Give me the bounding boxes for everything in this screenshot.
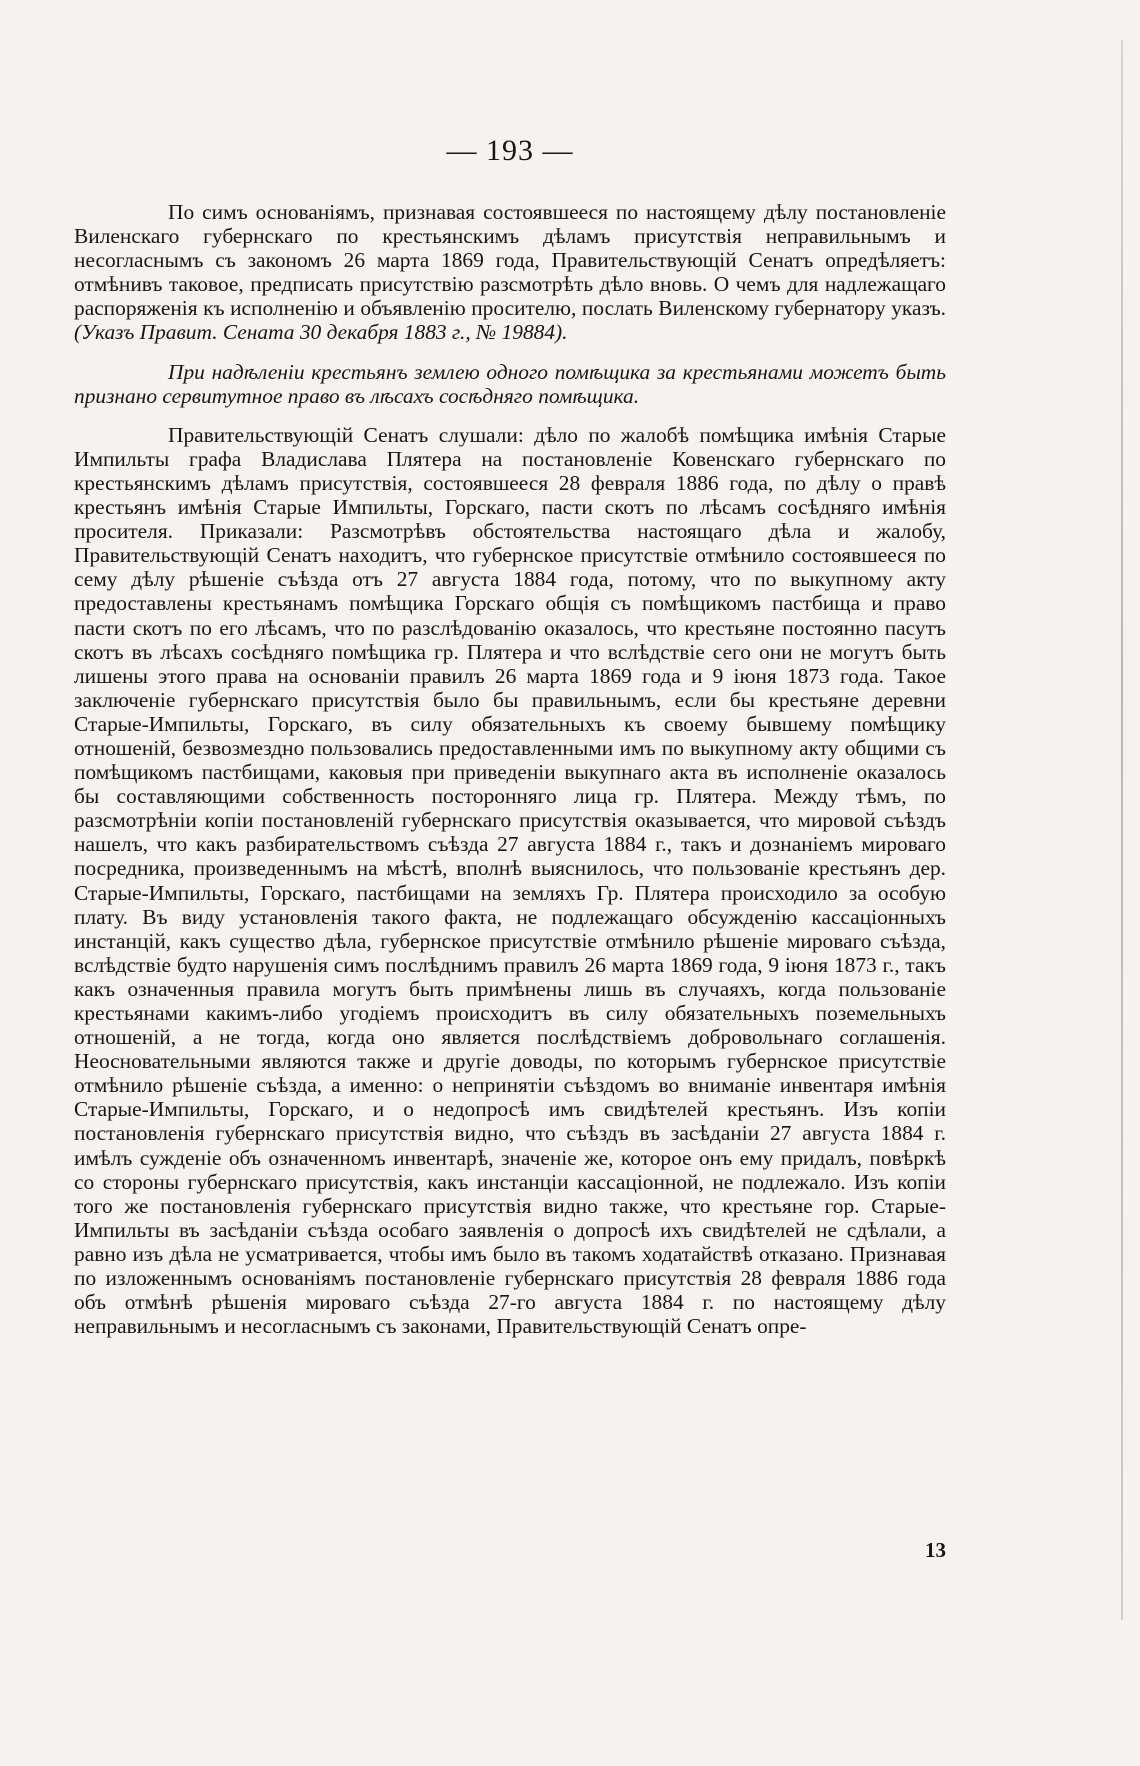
- page-number: — 193 —: [446, 134, 574, 167]
- section-heading: При надѣленіи крестьянъ землею одного помѣщика за крестьянами можетъ быть признано сервитутное право въ лѣсахъ сосѣдняго помѣщика.: [74, 359, 946, 408]
- printer-signature: 13: [925, 1538, 946, 1562]
- page-body: [74, 200, 946, 1338]
- book-page: [74, 0, 946, 1766]
- main-paragraph: Правительствующій Сенатъ слушали: дѣло по жалобѣ помѣщика имѣнія Старые Импильты графа Владислава Плятера на постановленіе Ковенскаго губернскаго по крестьянскимъ дѣламъ присутствія, состоявшееся 28 февраля 1886 года, по дѣлу о правѣ крестьянъ имѣнія Старые Импильты, Горскаго, пасти скотъ по лѣсамъ сосѣдняго имѣнія просителя. Приказали: Разсмотрѣвъ обстоятельства настоящаго дѣла и жалобу, Правительствующій Сенатъ находитъ, что губернское присутствіе отмѣнило состоявшееся по сему дѣлу рѣшеніе съѣзда отъ 27 августа 1884 года, потому, что по выкупному акту предоставлены крестьянамъ помѣщика Горскаго общія съ помѣщикомъ пастбища и право пасти скотъ по его лѣсамъ, что по разслѣдованію оказалось, что крестьяне постоянно пасутъ скотъ въ лѣсахъ сосѣдняго помѣщика гр. Плятера и что вслѣдствіе сего они не могутъ быть лишены этого права на основаніи правилъ 26 марта 1869 года и 9 іюня 1873 года. Такое заключеніе губернскаго присутствія было бы правильнымъ, если бы крестьяне деревни Старые-Импильты, Горскаго, въ силу обязательныхъ къ своему бывшему помѣщику отношеній, безвозмездно пользовались предоставленными имъ по выкупному акту общими съ помѣщикомъ пастбищами, каковыя при приведеніи выкупнаго акта въ исполненіе оказалось бы составляющими собственность посторонняго лица гр. Плятера. Между тѣмъ, по разсмотрѣніи копіи постановленій губернскаго присутствія оказывается, что мировой съѣздъ нашелъ, что какъ разбирательствомъ съѣзда 27 августа 1884 г., такъ и дознаніемъ мироваго посредника, произведеннымъ на мѣстѣ, вполнѣ выяснилось, что пользованіе крестьянъ дер. Старые-Импильты, Горскаго, пастбищами на земляхъ Гр. Плятера происходило за особую плату. Въ виду установленія такого факта, не подлежащаго обсужденію кассаціонныхъ инстанцій, какъ существо дѣла, губернское присутствіе отмѣнило рѣшеніе мироваго съѣзда, вслѣдствіе будто нарушенія симъ послѣднимъ правилъ 26 марта 1869 года, 9 іюня 1873 г., такъ какъ означенныя правила могутъ быть примѣнены лишь въ случаяхъ, когда пользованіе крестьянами какимъ-либо угодіемъ происходитъ въ силу обязательныхъ поземельныхъ отношеній, а не тогда, когда оно является послѣдствіемъ добровольнаго соглашенія. Неосновательными являются также и другіе доводы, по которымъ губернское присутствіе отмѣнило рѣшеніе съѣзда, а именно: о непринятіи съѣздомъ во вниманіе инвентаря имѣнія Старые-Импильты, Горскаго, и о недопросѣ имъ свидѣтелей крестьянъ. Изъ копіи постановленія губернскаго присутствія видно, что съѣздъ въ засѣданіи 27 августа 1884 г. имѣлъ сужденіе объ означенномъ инвентарѣ, значеніе же, которое онъ ему придалъ, повѣркѣ со стороны губернскаго присутствія, какъ инстанціи кассаціонной, не подлежало. Изъ копіи того же постановленія губернскаго присутствія видно также, что крестьяне гор. Старые-Импильты въ засѣданіи съѣзда особаго заявленія о допросѣ ихъ свидѣтелей не сдѣлали, а равно изъ дѣла не усматривается, чтобы имъ было въ такомъ ходатайствѣ отказано. Признавая по изложеннымъ основаніямъ постановленіе губернскаго присутствія 28 февраля 1886 года объ отмѣнѣ рѣшенія мироваго съѣзда 27-го августа 1884 г. по настоящему дѣлу неправильнымъ и несогласнымъ съ законами, Правительствующій Сенатъ опре-: [74, 422, 946, 1339]
- continuation-paragraph: [74, 200, 946, 345]
- scan-edge-shadow: [1121, 40, 1123, 1620]
- continuation-text: По симъ основаніямъ, признавая состоявшееся по настоящему дѣлу постановленіе Виленскаго губернскаго по крестьянскимъ дѣламъ присутствія неправильнымъ и несогласнымъ съ закономъ 26 марта 1869 года, Правительствующій Сенатъ опредѣляетъ: отмѣнивъ таковое, предписать присутствію разсмотрѣть дѣло вновь. О чемъ для надлежащаго распоряженія къ исполненію и объявленію просителю, послать Виленскому губернатору указъ.: [74, 200, 946, 321]
- decree-reference: (Указъ Правит. Сената 30 декабря 1883 г., № 19884).: [74, 320, 568, 345]
